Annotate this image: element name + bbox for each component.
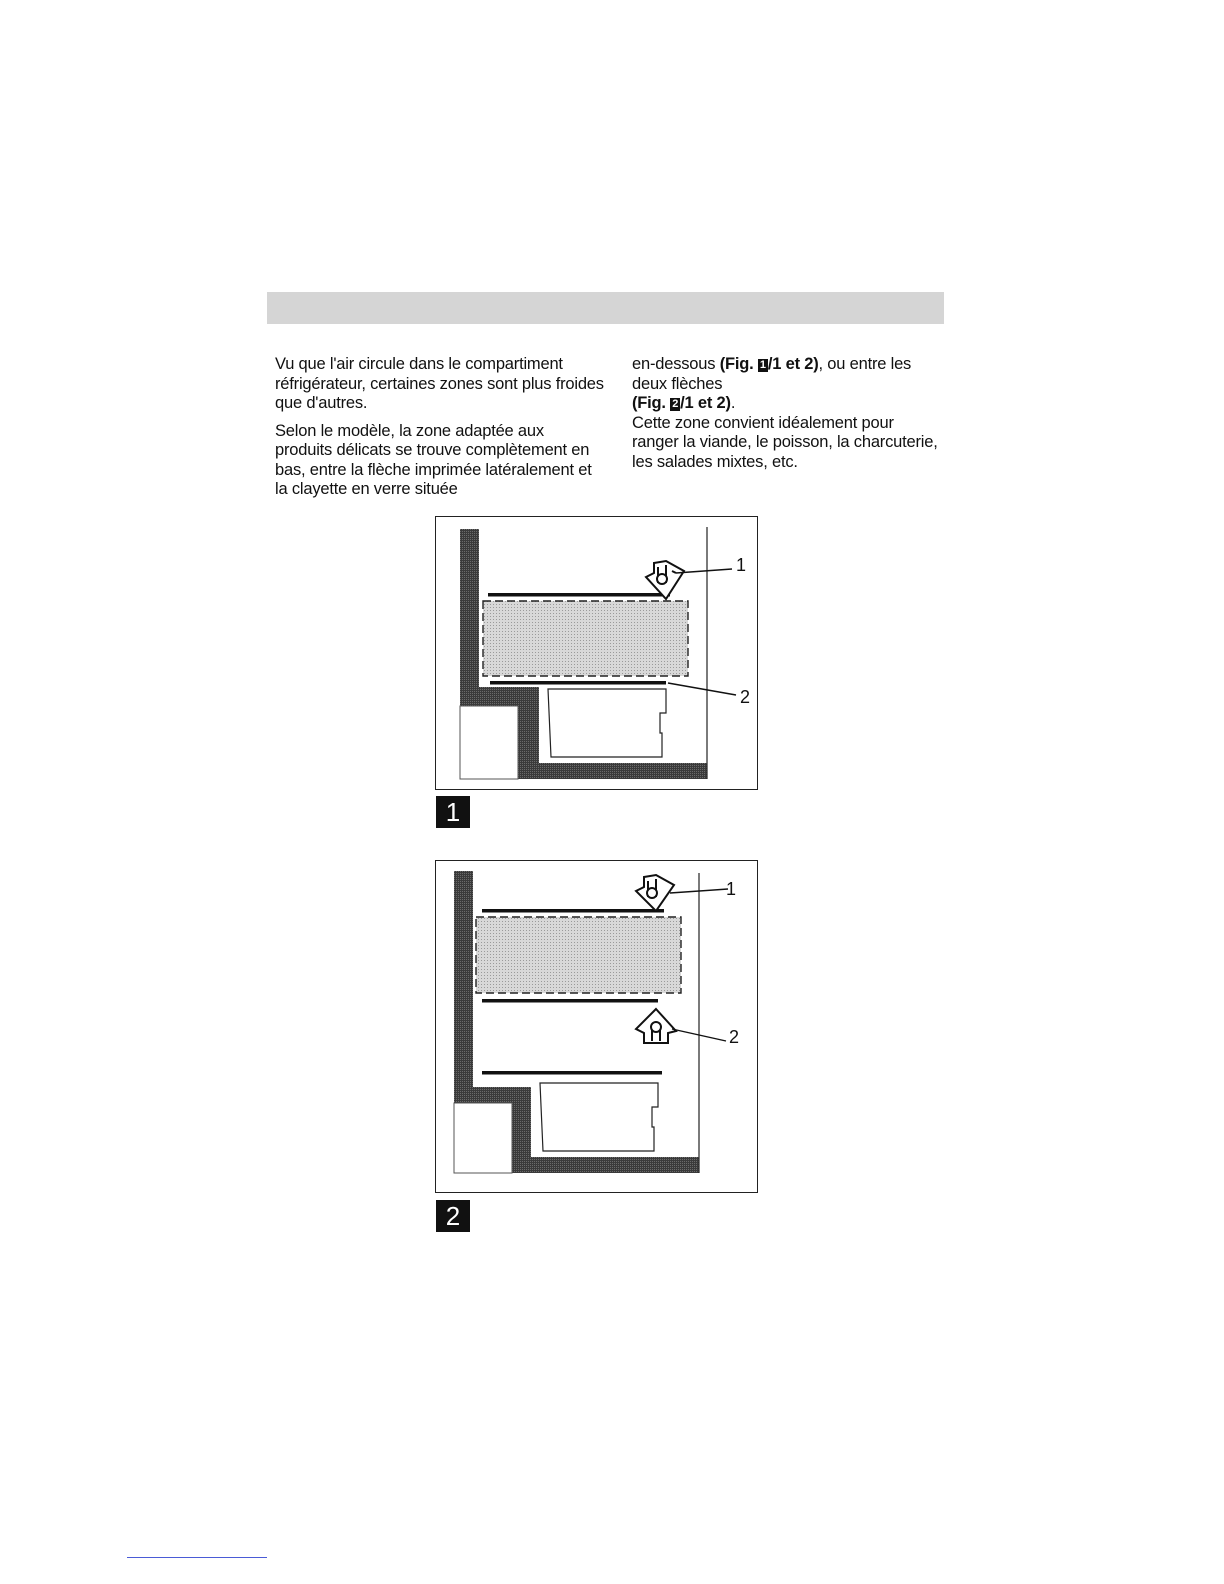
left-text-column	[275, 355, 605, 508]
figure-reference-badge: 2	[672, 398, 679, 410]
callout-line-2	[668, 683, 736, 695]
section-header-bar	[267, 292, 944, 324]
paragraph-storage-use: Cette zone convient idéalement pour ranger la viande, le poisson, la charcuterie, les salades mixtes, etc.	[632, 413, 938, 471]
glass-shelf-middle	[482, 999, 658, 1003]
glass-shelf-top	[488, 593, 670, 597]
figure-2-label: 2	[436, 1200, 470, 1232]
callout-number-1: 1	[736, 555, 747, 575]
figure-reference-1: (Fig. 1 /1 et 2)	[719, 355, 819, 373]
footnote-separator	[127, 1557, 267, 1558]
lower-white-block	[460, 706, 518, 779]
glass-shelf-top	[482, 909, 664, 913]
callout-number-1: 1	[726, 879, 737, 899]
lower-white-block	[454, 1103, 512, 1173]
callout-number-2: 2	[729, 1027, 740, 1047]
figure-reference-badge: 1	[759, 359, 766, 371]
paragraph-model-zone: Selon le modèle, la zone adaptée aux produits délicats se trouve complètement en bas, entre la flèche imprimée latéralement et la clayette en verre située	[275, 421, 592, 498]
figure-1-label: 1	[436, 796, 470, 828]
temperature-arrow-bottom-icon	[636, 1009, 676, 1043]
text-en-dessous: en-dessous	[632, 355, 720, 373]
right-text-column: en-dessous (Fig. 1 /1 et 2), ou entre les deux flèches (Fig. 2 /1 et 2). Cette zone convient idéalement pour ranger la viande, le poisson, la charcuterie, les salades mixtes, etc.	[632, 355, 938, 471]
cold-zone	[483, 601, 688, 676]
glass-shelf-bottom	[482, 1071, 662, 1075]
vegetable-drawer	[548, 689, 666, 757]
vegetable-drawer	[540, 1083, 658, 1151]
callout-number-2: 2	[740, 687, 751, 707]
figure-2-fridge-diagram	[435, 860, 758, 1193]
figure-1-fridge-diagram	[435, 516, 758, 790]
paragraph-air-circulation: Vu que l'air circule dans le compartiment réfrigérateur, certaines zones sont plus froides que d'autres.	[275, 355, 604, 412]
cold-zone	[476, 917, 681, 993]
temperature-arrow-top-icon	[636, 875, 674, 911]
figure-reference-2: (Fig. 2 /1 et 2)	[632, 394, 731, 412]
glass-shelf-bottom	[490, 681, 666, 685]
